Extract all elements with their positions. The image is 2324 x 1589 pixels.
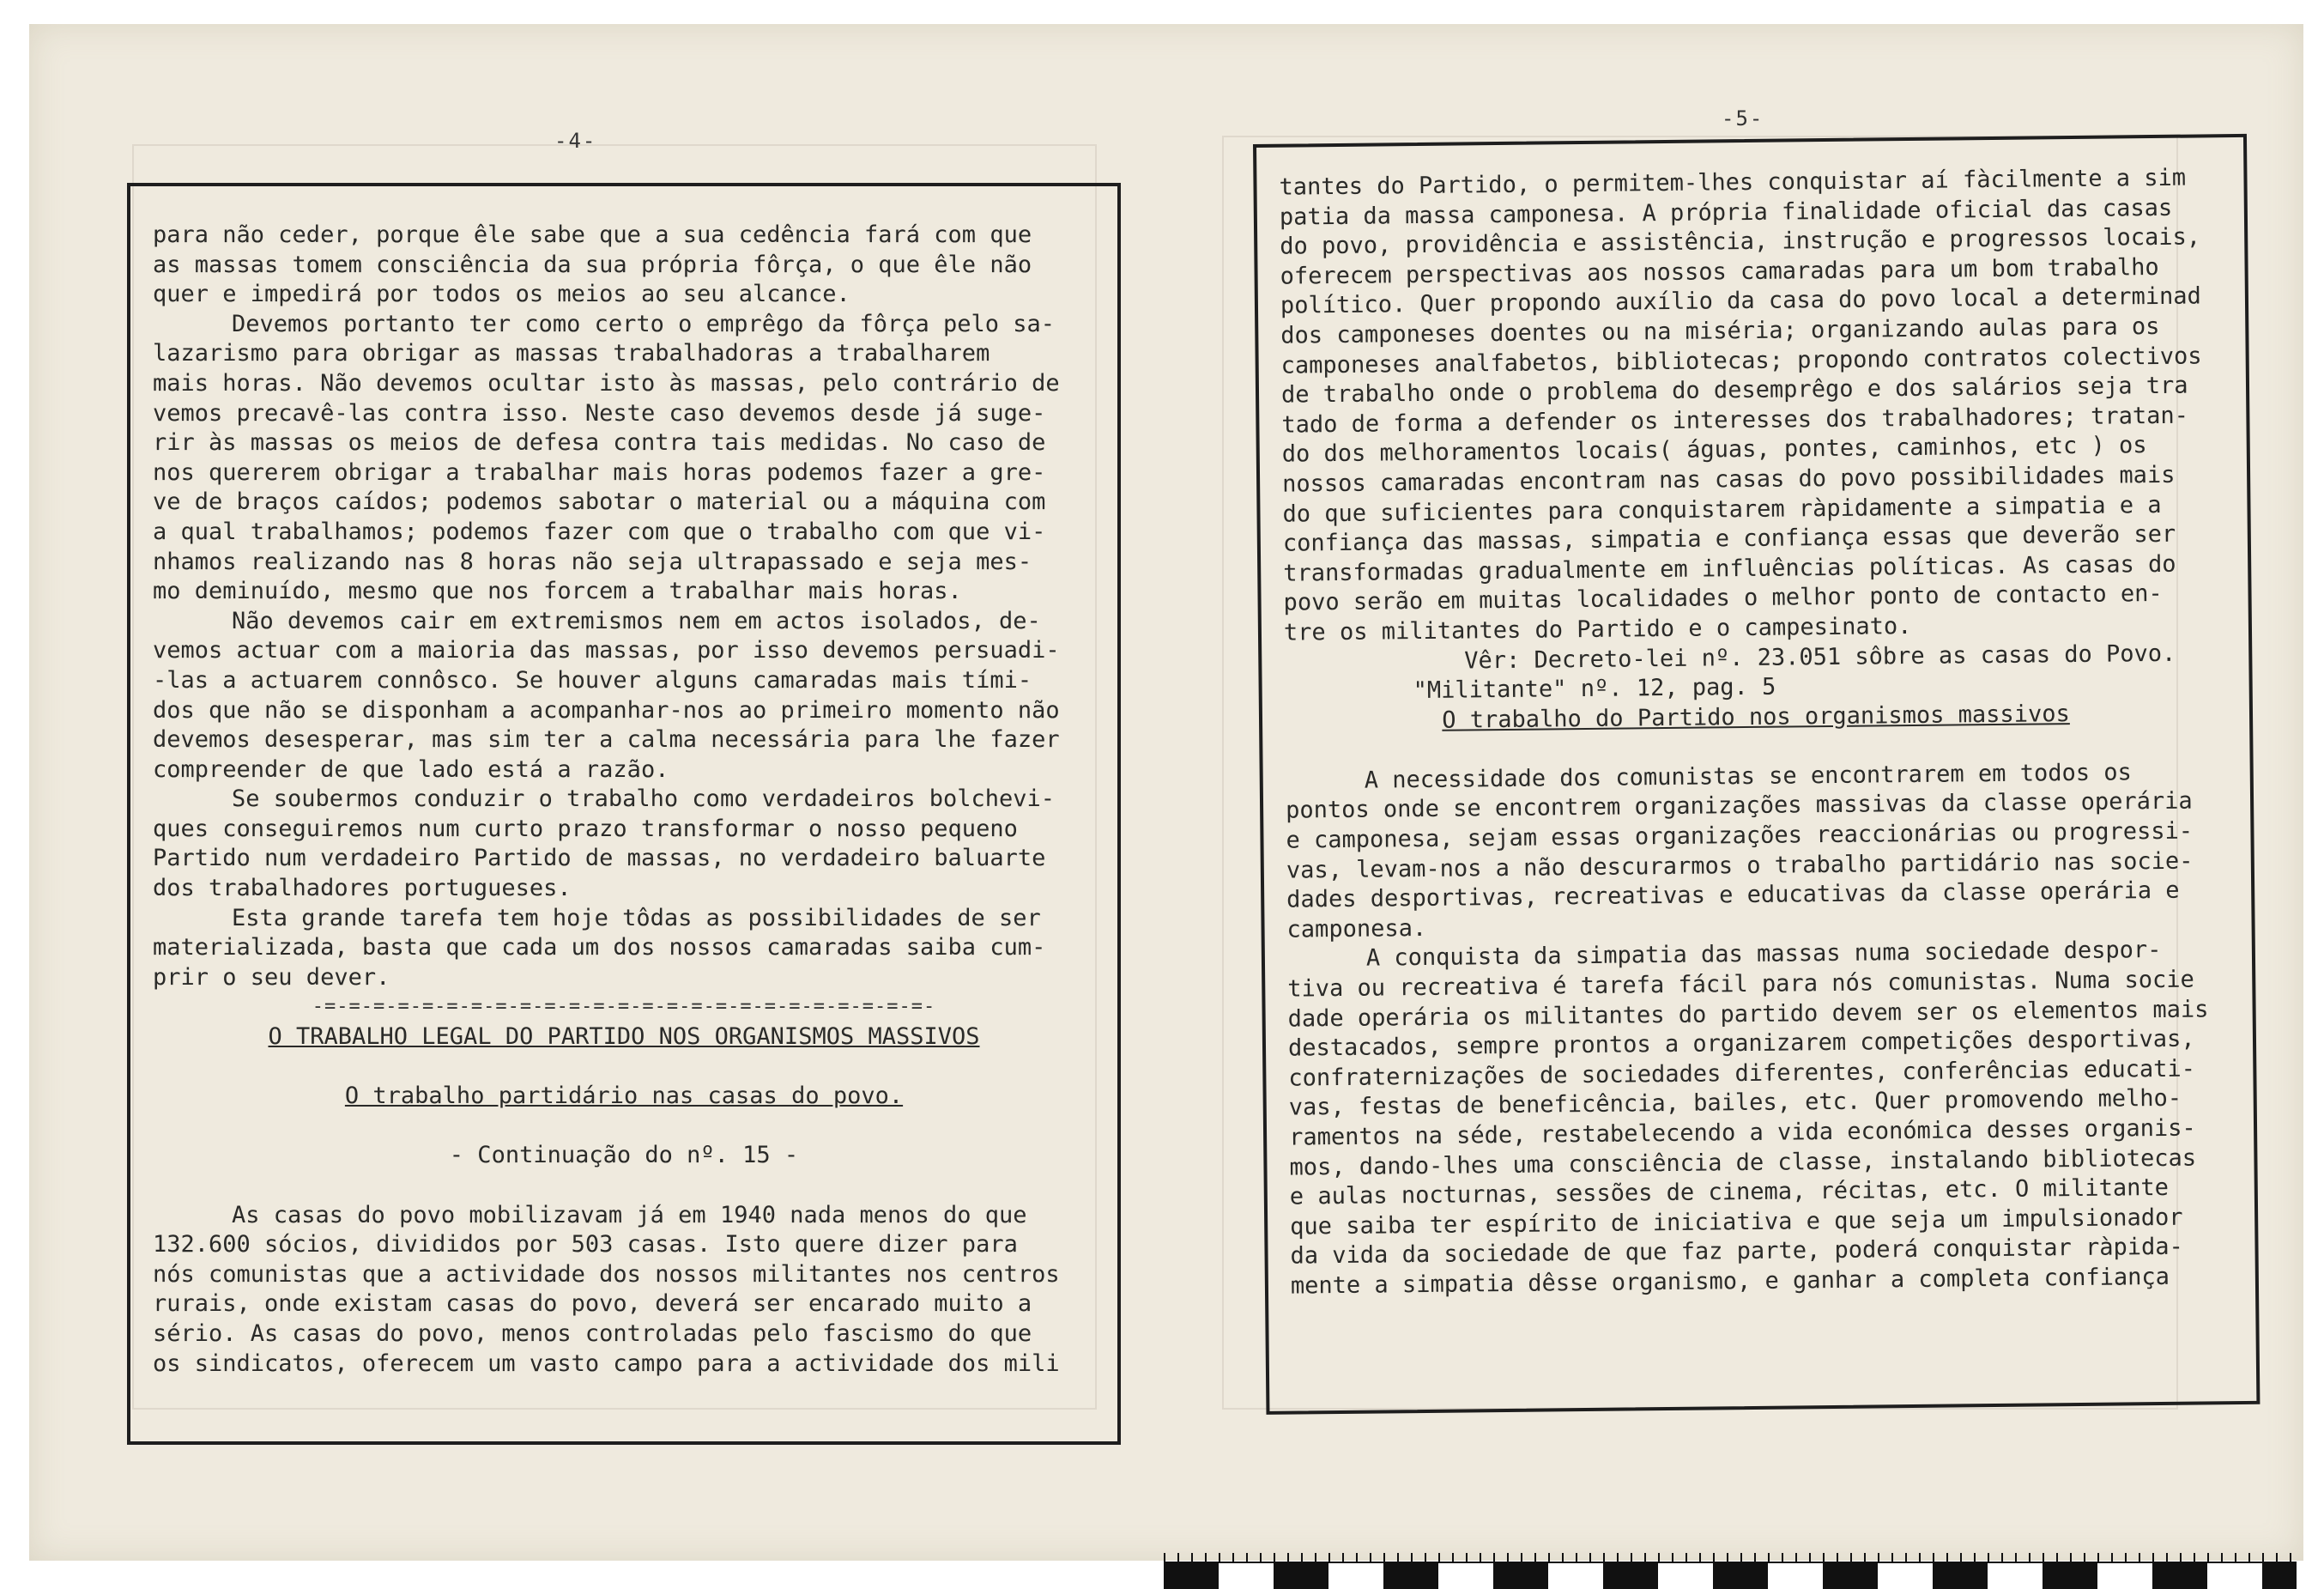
text-line: O trabalho partidário nas casas do povo.	[344, 1083, 904, 1110]
text-line: prir o seu dever.	[153, 963, 390, 991]
text-line: O trabalho do Partido nos organismos massivos	[1442, 700, 2070, 734]
color-scale-bar	[1164, 1562, 2297, 1589]
text-line: rir às massas os meios de defesa contra tais medidas. No caso de	[153, 429, 1046, 457]
text-line: de trabalho onde o problema do desemprêgo e dos salários seja tra	[1280, 372, 2188, 409]
right-page-number: -5-	[1722, 106, 1764, 130]
text-line: vas, festas de beneficência, bailes, etc. Quer promovendo melho-	[1288, 1085, 2182, 1122]
text-line: que saiba ter espírito de iniciativa e que seja um impulsionador	[1290, 1204, 2183, 1240]
text-line: camponeses analfabetos, bibliotecas; propondo contratos colectivos	[1280, 343, 2202, 379]
text-line: dos que não se disponham a acompanhar-nos ao primeiro momento não	[153, 696, 1060, 724]
text-line: a qual trabalhamos; podemos fazer com que o trabalho com que vi-	[153, 518, 1046, 545]
text-line: Devemos portanto ter como certo o emprêgo da fôrça pelo sa-	[232, 310, 1056, 337]
text-line: As casas do povo mobilizavam já em 1940 nada menos do que	[232, 1201, 1027, 1228]
text-line: -las a actuarem connôsco. Se houver alguns camaradas mais tími-	[153, 666, 1032, 694]
text-line: do povo, providência e assistência, instrução e progressos locais,	[1280, 223, 2201, 260]
text-line: Esta grande tarefa tem hoje tôdas as possibilidades de ser	[232, 904, 1041, 931]
text-line: confiança das massas, simpatia e confiança essas que deverão ser	[1282, 520, 2176, 557]
text-line: -=-=-=-=-=-=-=-=-=-=-=-=-=-=-=-=-=-=-=-=-=-=-=-=-=-	[312, 996, 936, 1018]
text-line: camponesa.	[1286, 914, 1427, 943]
left-page-text	[130, 186, 1117, 1441]
text-line: O TRABALHO LEGAL DO PARTIDO NOS ORGANISMOS MASSIVOS	[268, 1023, 980, 1051]
text-line: pontos onde se encontrem organizações massivas da classe operária	[1285, 788, 2193, 825]
text-line: tiva ou recreativa é tarefa fácil para nós comunistas. Numa socie	[1287, 966, 2195, 1003]
text-line: do dos melhoramentos locais( águas, pontes, caminhos, etc ) os	[1281, 432, 2147, 469]
text-line: dade operária os militantes do partido devem ser os elementos mais	[1287, 996, 2209, 1033]
text-line: tantes do Partido, o permitem-lhes conquistar aí fàcilmente a sim	[1279, 164, 2187, 201]
text-line: ve de braços caídos; podemos sabotar o material ou a máquina com	[153, 488, 1046, 516]
text-line: 132.600 sócios, divididos por 503 casas. Isto quere dizer para	[153, 1231, 1018, 1258]
text-line: da vida da sociedade de que faz parte, poderá conquistar ràpida-	[1290, 1234, 2184, 1270]
text-line: A necessidade dos comunistas se encontrarem em todos os	[1364, 759, 2132, 794]
text-line: as massas tomem consciência da sua própria fôrça, o que êle não	[153, 251, 1032, 278]
text-line: nhamos realizando nas 8 horas não seja ultrapassado e seja mes-	[153, 548, 1032, 575]
text-line: dos trabalhadores portugueses.	[153, 875, 572, 902]
text-line: Se soubermos conduzir o trabalho como verdadeiros bolchevi-	[232, 785, 1056, 813]
text-line: e camponesa, sejam essas organizações reaccionárias ou progressi-	[1286, 817, 2194, 854]
text-line: rurais, onde existam casas do povo, deverá ser encarado muito a	[153, 1290, 1032, 1318]
text-line: mente a simpatia dêsse organismo, e ganhar a completa confiança	[1290, 1263, 2170, 1300]
text-line: tado de forma a defender os interesses dos trabalhadores; tratan-	[1281, 402, 2189, 439]
text-line: quer e impedirá por todos os meios ao seu alcance.	[153, 281, 850, 308]
text-line: político. Quer propondo auxílio da casa do povo local a determinad	[1280, 282, 2201, 320]
text-line	[153, 1052, 1095, 1083]
text-line	[153, 1171, 1095, 1201]
document-spread	[29, 24, 2303, 1561]
text-line: Vêr: Decreto-lei nº. 23.051 sôbre as casas do Povo.	[1464, 640, 2176, 674]
text-line: Não devemos cair em extremismos nem em actos isolados, de-	[232, 607, 1041, 634]
text-line: mo deminuído, mesmo que nos forcem a trabalhar mais horas.	[153, 578, 962, 605]
text-line: vas, levam-nos a não descurarmos o trabalho partidário nas socie-	[1286, 847, 2194, 884]
text-line	[153, 1112, 1095, 1142]
text-line: compreender de que lado está a razão.	[153, 755, 669, 783]
text-line: povo serão em muitas localidades o melhor ponto de contacto en-	[1283, 580, 2163, 616]
text-line: patia da massa camponesa. A própria finalidade oficial das casas	[1279, 194, 2173, 231]
text-line: nos quererem obrigar a trabalhar mais horas podemos fazer a gre-	[153, 458, 1046, 486]
text-line: dos camponeses doentes ou na miséria; organizando aulas para os	[1280, 312, 2160, 349]
text-line: dades desportivas, recreativas e educativas da classe operária e	[1286, 876, 2180, 913]
text-line: vemos actuar com a maioria das massas, por isso devemos persuadi-	[153, 637, 1060, 664]
text-line: devemos desesperar, mas sim ter a calma necessária para lhe fazer	[153, 726, 1060, 754]
text-line: ramentos na séde, restabelecendo a vida económica desses organis-	[1288, 1114, 2196, 1151]
left-page-number: -4-	[554, 129, 597, 153]
text-line: vemos precavê-las contra isso. Neste caso devemos desde já suge-	[153, 399, 1046, 427]
text-line: nós comunistas que a actividade dos nossos militantes nos centros	[153, 1260, 1060, 1288]
text-line: do que suficientes para conquistarem ràpidamente a simpatia e a	[1282, 491, 2162, 528]
text-line: nossos camaradas encontram nas casas do povo possibilidades mais	[1281, 461, 2176, 498]
text-line: tre os militantes do Partido e o campesinato.	[1283, 612, 1912, 646]
text-line: sério. As casas do povo, menos controladas pelo fascismo do que	[153, 1319, 1032, 1347]
text-line: A conquista da simpatia das massas numa sociedade despor-	[1365, 937, 2162, 973]
text-line: ques conseguiremos num curto prazo transformar o nosso pequeno	[153, 815, 1018, 842]
text-line: materializada, basta que cada um dos nossos camaradas saiba cum-	[153, 934, 1046, 961]
text-line: oferecem perspectivas aos nossos camaradas para um bom trabalho	[1280, 253, 2159, 290]
right-page-text	[1256, 137, 2256, 1411]
text-line: - Continuação do nº. 15 -	[449, 1142, 799, 1169]
text-line: mos, dando-lhes uma consciência de classe, instalando bibliotecas	[1289, 1144, 2197, 1181]
left-page-frame	[127, 183, 1121, 1445]
text-line: e aulas nocturnas, sessões de cinema, récitas, etc. O militante	[1289, 1174, 2170, 1210]
text-line: mais horas. Não devemos ocultar isto às massas, pelo contrário de	[153, 369, 1060, 397]
text-line: para não ceder, porque êle sabe que a sua cedência fará com que	[153, 221, 1032, 248]
text-line: Partido num verdadeiro Partido de massas, no verdadeiro baluarte	[153, 845, 1046, 872]
text-line: destacados, sempre prontos a organizarem competições desportivas,	[1287, 1025, 2195, 1062]
text-line: confraternizações de sociedades diferentes, conferências educati-	[1288, 1055, 2196, 1092]
text-line: "Militante" nº. 12, pag. 5	[1413, 673, 1776, 705]
text-line: lazarismo para obrigar as massas trabalhadoras a trabalharem	[153, 340, 990, 367]
right-page-frame	[1253, 134, 2260, 1415]
text-line: transformadas gradualmente em influências políticas. As casas do	[1283, 550, 2176, 587]
text-line: os sindicatos, oferecem um vasto campo para a actividade dos mili	[153, 1349, 1060, 1377]
